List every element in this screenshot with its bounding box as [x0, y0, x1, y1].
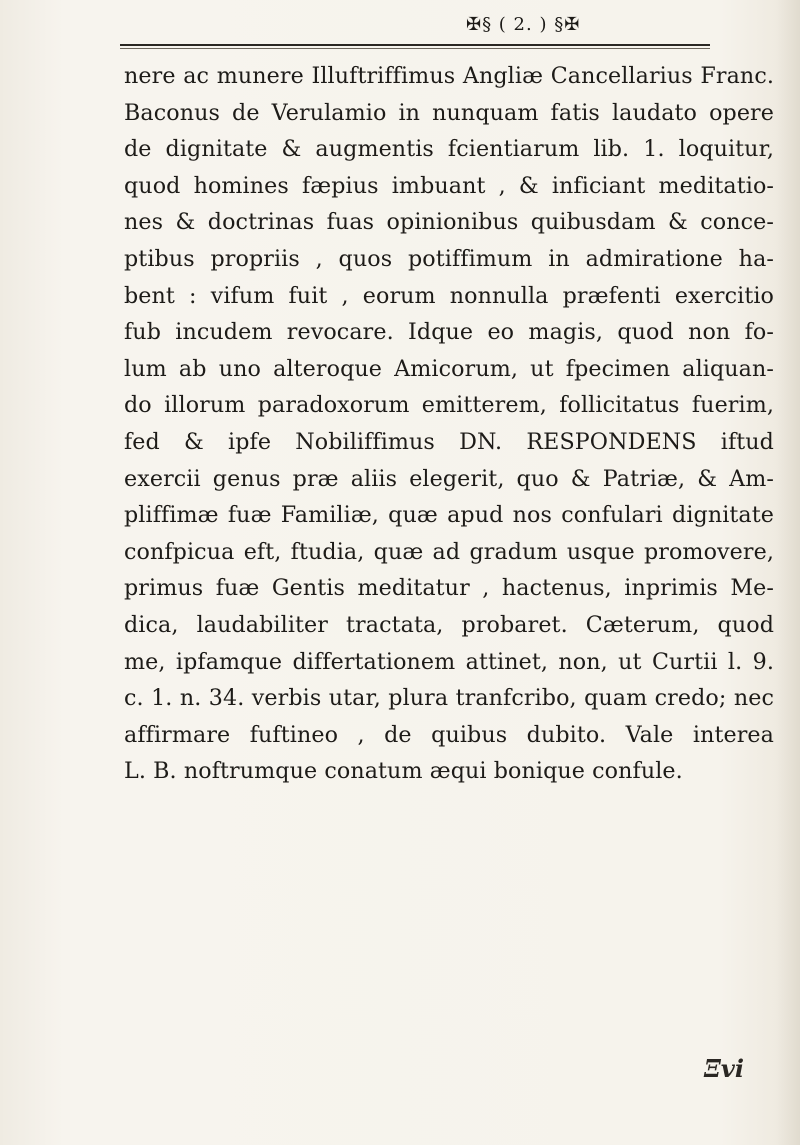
text-line: fed & ipfe Nobiliffimus DN. RESPONDENS iftud: [124, 428, 774, 455]
text-line: bent : vifum fuit , eorum nonnulla præfenti exercitio: [124, 282, 774, 309]
text-line: do illorum paradoxorum emitterem, follicitatus fuerim,: [124, 392, 774, 419]
catchword: Ξvi: [704, 1054, 744, 1083]
text-line: pliffimæ fuæ Familiæ, quæ apud nos confulari dignitate: [124, 502, 774, 529]
page-number-header: ✠§ ( 2. ) §✠: [466, 14, 581, 35]
text-line: de dignitate & augmentis fcientiarum lib. 1. loquitur,: [124, 136, 774, 163]
text-line: fub incudem revocare. Idque eo magis, quod non fo-: [124, 319, 774, 346]
text-line: Baconus de Verulamio in nunquam fatis laudato opere: [124, 99, 774, 126]
text-line: ptibus propriis , quos potiffimum in admiratione ha-: [124, 245, 774, 272]
text-line: c. 1. n. 34. verbis utar, plura tranfcribo, quam credo; nec: [124, 685, 774, 712]
text-line: quod homines fæpius imbuant , & inficiant meditatio-: [124, 172, 774, 199]
text-line: primus fuæ Gentis meditatur , hactenus, inprimis Me-: [124, 575, 774, 602]
text-line: L. B. noftrumque conatum æqui bonique confule.: [124, 758, 683, 785]
text-line: me, ipfamque differtationem attinet, non, ut Curtii l. 9.: [124, 648, 774, 675]
header-rule: [120, 44, 710, 46]
text-line: confpicua eft, ftudia, quæ ad gradum usque promovere,: [124, 538, 774, 565]
text-line: dica, laudabiliter tractata, probaret. Cæterum, quod: [124, 611, 774, 638]
header-rule-thin: [120, 48, 710, 49]
text-line: nere ac munere Illuftriffimus Angliæ Cancellarius Franc.: [124, 63, 774, 89]
text-line: affirmare fuftineo , de quibus dubito. Vale interea: [124, 721, 774, 748]
text-line: lum ab uno alteroque Amicorum, ut fpecimen aliquan-: [124, 355, 774, 382]
body-text: [124, 58, 774, 790]
text-line: nes & doctrinas fuas opinionibus quibusdam & conce-: [124, 209, 774, 236]
page-edge-shadow: [776, 0, 800, 1145]
text-line: exercii genus præ aliis elegerit, quo & Patriæ, & Am-: [124, 465, 774, 492]
